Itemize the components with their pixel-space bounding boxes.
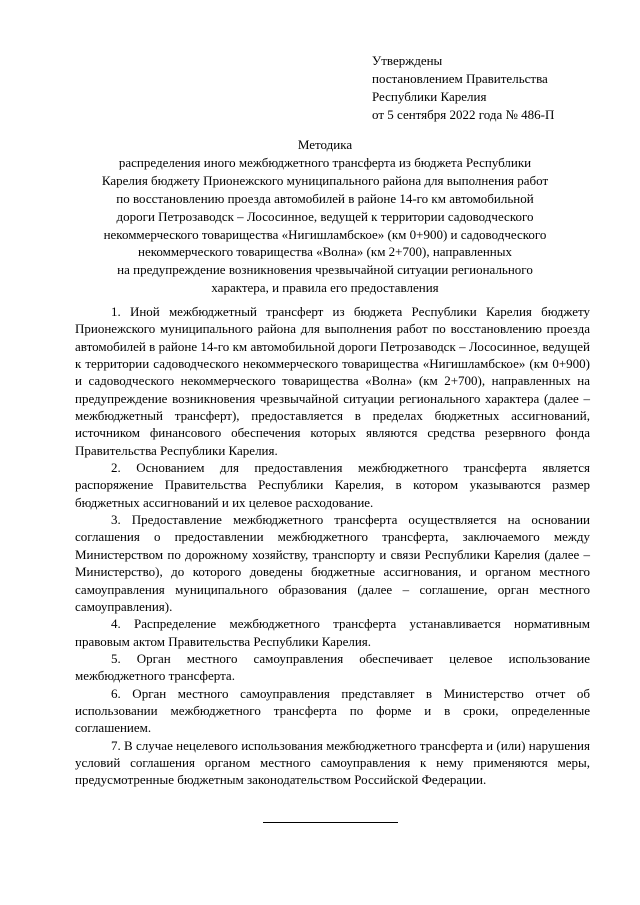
approval-block (372, 52, 622, 124)
title-line: распределения иного межбюджетного трансферта из бюджета Республики (118, 154, 532, 170)
paragraph-1: 1. Иной межбюджетный трансферт из бюджета Республики Карелия бюджету Прионежского муниципального района для выполнения работ по восстановлению проезда автомобилей в районе 14-го км автомобильной дороги Петрозаводск – Лососинное, ведущей к территории садоводческого некоммерческого товарищества «Нигишламбское» (км 0+900) и садоводческого некоммерческого товарищества «Волна» (км 2+700), направленных на предупреждение возникновения чрезвычайной ситуации регионального характера (далее – межбюджетный трансферт), предоставляется в пределах бюджетных ассигнований, источником финансового обеспечения которых являются средства резервного фонда Правительства Республики Карелия. (75, 304, 590, 458)
title-heading: Методика (297, 137, 353, 152)
approval-line: от 5 сентября 2022 года № 486-П (372, 107, 555, 122)
paragraph-4: 4. Распределение межбюджетного трансферта устанавливается нормативным правовым актом Правительства Республики Карелия. (75, 616, 590, 649)
title-line: некоммерческого товарищества «Волна» (км 2+700), направленных (138, 244, 512, 260)
title-line: по восстановлению проезда автомобилей в районе 14-го км автомобильной (116, 190, 534, 206)
document-title (60, 136, 590, 297)
document-body (75, 303, 590, 789)
footer-divider (263, 822, 398, 823)
approval-line: постановлением Правительства (372, 71, 548, 86)
paragraph-5: 5. Орган местного самоуправления обеспечивает целевое использование межбюджетного трансферта. (75, 650, 590, 684)
title-line: некоммерческого товарищества «Нигишламбское» (км 0+900) и садоводческого (103, 226, 547, 242)
title-line: дороги Петрозаводск – Лососинное, ведущей к территории садоводческого (116, 208, 534, 224)
title-line: Карелия бюджету Прионежского муниципального района для выполнения работ (101, 172, 549, 188)
paragraph-2: 2. Основанием для предоставления межбюджетного трансферта является распоряжение Правительства Республики Карелия, в котором указываются размер бюджетных ассигнований и их целевое расходование. (75, 460, 590, 510)
approval-line: Утверждены (372, 53, 443, 68)
paragraph-7: 7. В случае нецелевого использования межбюджетного трансферта и (или) нарушения условий соглашения органом местного самоуправления к нему применяются меры, предусмотренные бюджетным законодательством Российской Федерации. (75, 737, 590, 788)
approval-line: Республики Карелия (372, 89, 487, 104)
title-line: характера, и правила его предоставления (211, 280, 439, 296)
paragraph-3: 3. Предоставление межбюджетного трансферта осуществляется на основании соглашения о предоставлении межбюджетного трансферта, заключаемого между Министерством по дорожному хозяйству, транспорту и связи Республики Карелия (далее – Министерство), до которого доведены бюджетные ассигнования, и органом местного самоуправления муниципального образования (далее – соглашение, орган местного самоуправления). (75, 512, 590, 614)
title-line: на предупреждение возникновения чрезвычайной ситуации регионального (117, 262, 533, 278)
paragraph-6: 6. Орган местного самоуправления представляет в Министерство отчет об использовании межбюджетного трансферта по форме и в сроки, определенные соглашением. (75, 685, 590, 736)
